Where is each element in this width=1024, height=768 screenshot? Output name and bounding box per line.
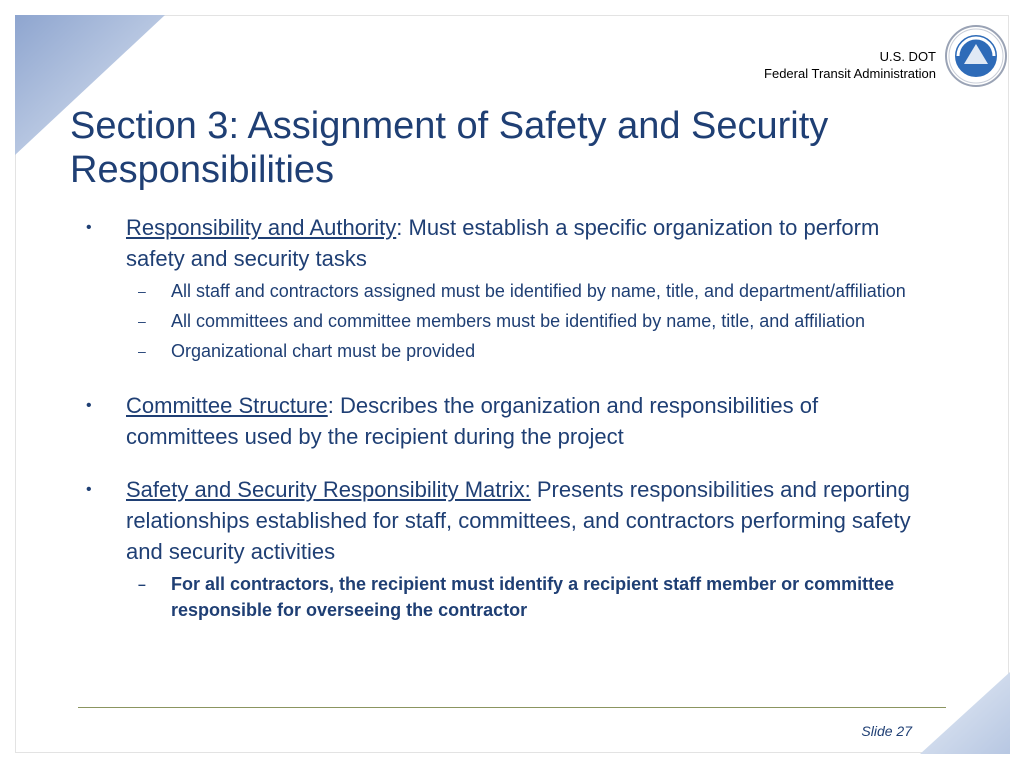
agency-line-2: Federal Transit Administration — [764, 66, 936, 81]
sub-bullet-dash: – — [138, 343, 146, 359]
agency-line-1: U.S. DOT — [879, 49, 936, 64]
bullet-committee-structure — [86, 390, 926, 452]
slide-content — [86, 212, 926, 623]
bullet-responsibility-authority — [86, 212, 926, 274]
bullet-dot: • — [86, 481, 92, 498]
slide-title: Section 3: Assignment of Safety and Security Responsibilities — [70, 105, 829, 191]
footer-rule — [78, 707, 946, 708]
bullet-lead: Safety and Security Responsibility Matrix: — [126, 477, 531, 502]
bullet-text: : Must establish a specific organization to perform safety and security tasks — [126, 215, 880, 271]
bullet-responsibility-matrix — [86, 474, 926, 567]
sub-bullet-dash: – — [138, 313, 146, 329]
agency-label — [764, 48, 936, 82]
sub-bullet-text: All committees and committee members must be identified by name, title, and affiliation — [171, 311, 865, 331]
bullet-dot: • — [86, 397, 92, 414]
sub-bullet-text: For all contractors, the recipient must identify a recipient staff member or committee responsible for overseeing the contractor — [171, 574, 895, 620]
bullet-text: : Describes the organization and responsibilities of committees used by the recipient during the project — [126, 393, 819, 449]
sub-bullet — [86, 571, 926, 623]
sub-bullet-text: All staff and contractors assigned must be identified by name, title, and department/affiliation — [171, 281, 906, 301]
bullet-lead: Responsibility and Authority — [126, 215, 397, 240]
sub-bullet — [86, 338, 926, 364]
bullet-lead: Committee Structure — [126, 393, 328, 418]
corner-decoration-bottom-right — [920, 672, 1010, 754]
sub-bullet-text: Organizational chart must be provided — [171, 341, 476, 361]
sub-bullet — [86, 308, 926, 334]
sub-bullet-dash: – — [138, 283, 146, 299]
sub-bullet — [86, 278, 926, 304]
slide-number: Slide 27 — [861, 723, 912, 739]
bullet-text: Presents responsibilities and reporting relationships established for staff, committees, and contractors performing safety and security activities — [126, 477, 911, 564]
sub-bullet-dash: – — [138, 576, 146, 592]
dot-seal-icon — [944, 24, 1008, 88]
bullet-dot: • — [86, 219, 92, 236]
